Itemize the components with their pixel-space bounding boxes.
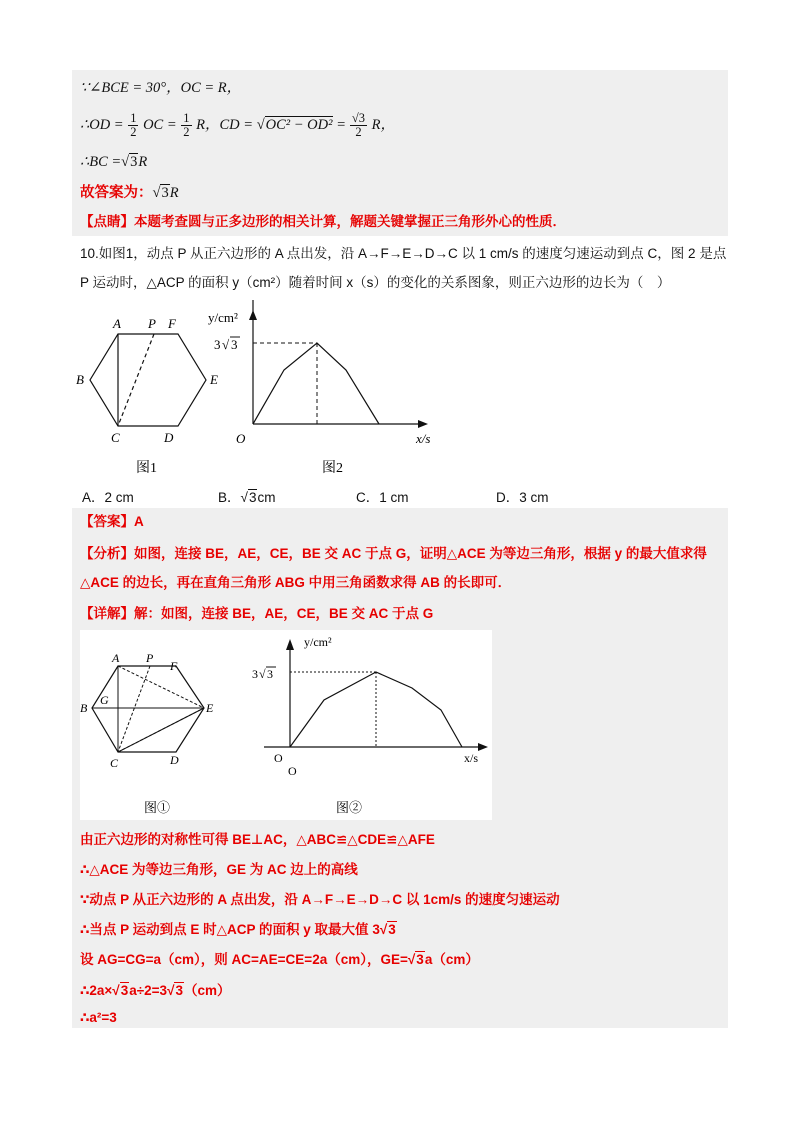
- fig3-label-d: D: [170, 753, 179, 767]
- fig2-ylabel: y/cm²: [208, 310, 238, 325]
- answer-line: 【答案】A: [80, 514, 144, 529]
- fig3-label-f: F: [170, 659, 178, 673]
- solution-step-2: ∴△ACE 为等边三角形，GE 为 AC 边上的高线: [80, 862, 358, 877]
- fig4-ylabel: y/cm²: [304, 635, 332, 649]
- detail-line: 【详解】解：如图，连接 BE，AE，CE，BE 交 AC 于点 G: [80, 606, 434, 621]
- fig2-origin: O: [236, 431, 246, 446]
- question-10-line-1: 10.如图1，动点 P 从正六边形的 A 点出发，沿 A→F→E→D→C 以 1 cm/s 的速度匀速运动到点 C，图 2 是点: [80, 246, 727, 261]
- question-10-line-2: P 运动时，△ACP 的面积 y（cm²）随着时间 x（s）的变化的关系图象，则正六边形的边长为（ ）: [80, 275, 671, 290]
- option-c[interactable]: C．1 cm: [356, 490, 409, 505]
- fig1-label-p: P: [148, 316, 156, 331]
- solution-step-3: ∵动点 P 从正六边形的 A 点出发，沿 A→F→E→D→C 以 1cm/s 的速度匀速运动: [80, 892, 560, 907]
- fig1-caption: 图1: [136, 461, 157, 476]
- prev-line-2: ∴OD = $\frac{1}{2}$ OC = $\frac{1}{2}$ R，CD = √OC² − OD² = $\frac{√3}{2}$ R，: [80, 111, 396, 139]
- fig3-label-g: G: [100, 693, 109, 707]
- prev-answer-line: 故答案为：√3R: [80, 185, 179, 201]
- fig1-label-b: B: [76, 372, 84, 387]
- analysis-line-1: 【分析】如图，连接 BE，AE，CE，BE 交 AC 于点 G，证明△ACE 为等边三角形，根据 y 的最大值求得: [80, 546, 707, 561]
- prev-comment: 【点睛】本题考查圆与正多边形的相关计算，解题关键掌握正三角形外心的性质．: [80, 214, 566, 229]
- fig1-label-d: D: [164, 430, 174, 445]
- fig4-origin-2: O: [288, 764, 297, 778]
- solution-step-1: 由正六边形的对称性可得 BE⊥AC，△ABC≌△CDE≌△AFE: [80, 832, 435, 847]
- frac-half-1: $\frac{1}{2}$: [130, 111, 137, 139]
- fig3-label-e: E: [206, 701, 214, 715]
- fig1-label-a: A: [113, 316, 121, 331]
- fig4-ymax-prefix: 3: [252, 667, 258, 681]
- figure-2-graph: [196, 300, 456, 485]
- fig4-xlabel: x/s: [464, 751, 479, 765]
- fig1-label-c: C: [111, 430, 120, 445]
- figure-3-hexagon-detail: [80, 640, 230, 820]
- option-b[interactable]: B．√3cm: [218, 490, 276, 505]
- figure-4-graph-detail: [250, 630, 495, 820]
- fig1-label-e: E: [210, 372, 218, 387]
- fig2-caption: 图2: [322, 461, 343, 476]
- option-d[interactable]: D．3 cm: [496, 490, 549, 505]
- solution-step-6: ∴2a×√3a÷2=3√3（cm）: [80, 983, 231, 998]
- frac-half-2: $\frac{1}{2}$: [183, 111, 190, 139]
- fig2-xlabel: x/s: [416, 431, 431, 446]
- fig2-ymax-rad: 3: [231, 337, 238, 352]
- solution-step-4: ∴当点 P 运动到点 E 时△ACP 的面积 y 取最大值 3√3: [80, 922, 396, 937]
- svg-text:√: √: [222, 337, 230, 352]
- fig3-caption: 图①: [144, 800, 171, 815]
- prev-line-3: ∴BC =√3R: [80, 154, 148, 170]
- solution-step-7: ∴a²=3: [80, 1010, 117, 1025]
- frac-root3-over-2: $\frac{√3}{2}$: [351, 111, 366, 139]
- fig4-ymax-rad: 3: [267, 667, 273, 681]
- fig1-label-f: F: [168, 316, 176, 331]
- fig2-ymax-prefix: 3: [214, 337, 221, 352]
- fig4-caption: 图②: [336, 800, 363, 815]
- fig3-label-p: P: [146, 651, 154, 665]
- fig3-label-a: A: [112, 651, 120, 665]
- fig3-label-c: C: [110, 756, 119, 770]
- solution-step-5: 设 AG=CG=a（cm），则 AC=AE=CE=2a（cm），GE=√3a（cm）: [80, 952, 479, 967]
- option-a[interactable]: A．2 cm: [82, 490, 134, 505]
- prev-line-1: ∵∠BCE = 30°，OC = R，: [80, 80, 242, 96]
- analysis-line-2: △ACE 的边长，再在直角三角形 ABG 中用三角函数求得 AB 的长即可．: [80, 575, 512, 590]
- svg-text:√: √: [259, 667, 266, 681]
- fig4-origin: O: [274, 751, 283, 765]
- fig3-label-b: B: [80, 701, 88, 715]
